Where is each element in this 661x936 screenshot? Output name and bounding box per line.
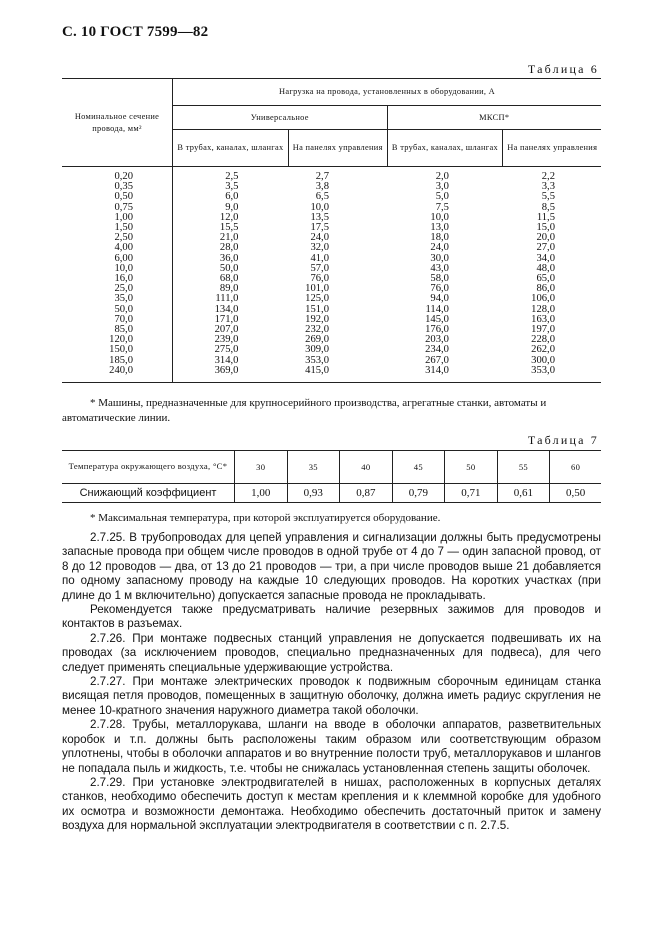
table-cell: 2,2 bbox=[541, 171, 555, 182]
temperature-value: 50 bbox=[445, 451, 498, 484]
mksp-header: МКСП* bbox=[387, 106, 601, 130]
table-cell: 239,0 bbox=[214, 334, 239, 346]
load-table bbox=[62, 78, 601, 383]
table-cell: 50,0 bbox=[219, 262, 239, 274]
table-cell: 267,0 bbox=[425, 354, 449, 366]
table-row bbox=[62, 335, 601, 345]
coefficient-value: 1,00 bbox=[235, 484, 288, 503]
table-row bbox=[62, 192, 601, 202]
table-cell: 0,50 bbox=[62, 192, 173, 202]
table-cell: 3,5 bbox=[225, 181, 239, 193]
table-cell: 17,5 bbox=[310, 222, 329, 234]
table-cell: 314,0 bbox=[214, 354, 239, 366]
table-cell: 70,0 bbox=[62, 315, 173, 325]
table-cell: 76,0 bbox=[310, 273, 329, 285]
table-cell: 111,0 bbox=[215, 293, 239, 305]
table-row bbox=[62, 294, 601, 304]
coefficient-value: 0,50 bbox=[550, 484, 601, 503]
table-cell: 145,0 bbox=[425, 313, 449, 325]
table-row bbox=[62, 315, 601, 325]
table-row bbox=[62, 233, 601, 243]
table-cell: 275,0 bbox=[214, 344, 239, 356]
table-cell: 234,0 bbox=[425, 344, 449, 356]
table-row bbox=[62, 167, 601, 183]
table-cell: 16,0 bbox=[62, 274, 173, 284]
table-row bbox=[62, 264, 601, 274]
table-cell: 262,0 bbox=[531, 344, 555, 356]
table-cell: 228,0 bbox=[531, 334, 555, 346]
table-cell: 309,0 bbox=[305, 344, 329, 356]
table-cell: 1,50 bbox=[62, 223, 173, 233]
table-cell: 5,0 bbox=[435, 191, 449, 203]
table6-caption: Таблица 6 bbox=[527, 62, 599, 76]
table7-caption: Таблица 7 bbox=[527, 433, 599, 447]
load-table-body bbox=[62, 167, 601, 383]
coefficient-value: 0,61 bbox=[497, 484, 550, 503]
table-cell: 86,0 bbox=[536, 283, 555, 295]
table-cell: 85,0 bbox=[62, 325, 173, 335]
temperature-value: 45 bbox=[392, 451, 445, 484]
table-cell: 120,0 bbox=[62, 335, 173, 345]
table-row bbox=[62, 366, 601, 383]
table-cell: 10,0 bbox=[62, 264, 173, 274]
table-cell: 2,0 bbox=[435, 171, 449, 182]
table-cell: 314,0 bbox=[387, 366, 503, 383]
table-cell: 68,0 bbox=[219, 273, 239, 285]
table-cell: 1,00 bbox=[62, 213, 173, 223]
table-row bbox=[62, 254, 601, 264]
table-cell: 20,0 bbox=[536, 232, 555, 244]
coefficient-value: 0,79 bbox=[392, 484, 445, 503]
table-row bbox=[62, 223, 601, 233]
body-text bbox=[62, 531, 601, 834]
coefficient-label: Снижающий коэффициент bbox=[62, 484, 235, 503]
table-cell: 197,0 bbox=[531, 324, 555, 336]
temperature-value: 55 bbox=[497, 451, 550, 484]
table-cell: 150,0 bbox=[62, 345, 173, 355]
table-cell: 207,0 bbox=[214, 324, 239, 336]
table-cell: 269,0 bbox=[305, 334, 329, 346]
table-cell: 3,3 bbox=[541, 181, 555, 193]
table-row bbox=[62, 182, 601, 192]
page-header: С. 10 ГОСТ 7599—82 bbox=[62, 24, 209, 40]
univ-tubes-header: В трубах, каналах, шлангах bbox=[173, 130, 289, 167]
table-cell: 28,0 bbox=[219, 242, 239, 254]
table-cell: 24,0 bbox=[430, 242, 449, 254]
table-cell: 36,0 bbox=[219, 252, 239, 264]
table-cell: 27,0 bbox=[536, 242, 555, 254]
table-cell: 2,5 bbox=[225, 171, 239, 182]
temperature-value: 40 bbox=[340, 451, 393, 484]
table-cell: 176,0 bbox=[425, 324, 449, 336]
table-cell: 76,0 bbox=[430, 283, 449, 295]
table-cell: 41,0 bbox=[310, 252, 329, 264]
table-cell: 65,0 bbox=[536, 273, 555, 285]
table-cell: 48,0 bbox=[536, 262, 555, 274]
table-cell: 125,0 bbox=[305, 293, 329, 305]
table-cell: 6,00 bbox=[62, 254, 173, 264]
mksp-panels-header: На панелях управления bbox=[503, 130, 601, 167]
table-cell: 5,5 bbox=[541, 191, 555, 203]
table-cell: 0,20 bbox=[62, 167, 173, 183]
table-cell: 43,0 bbox=[430, 262, 449, 274]
table-cell: 21,0 bbox=[219, 232, 239, 244]
table-cell: 232,0 bbox=[305, 324, 329, 336]
univ-panels-header: На панелях управления bbox=[288, 130, 387, 167]
coefficient-value: 0,93 bbox=[287, 484, 340, 503]
table-cell: 6,0 bbox=[225, 191, 239, 203]
table-cell: 13,5 bbox=[310, 211, 329, 223]
table-cell: 35,0 bbox=[62, 294, 173, 304]
table-cell: 32,0 bbox=[310, 242, 329, 254]
table-cell: 185,0 bbox=[62, 356, 173, 366]
table-cell: 7,5 bbox=[435, 201, 449, 213]
table-cell: 134,0 bbox=[214, 303, 239, 315]
table-row bbox=[62, 213, 601, 223]
paragraph: 2.7.28. Трубы, металлорукава, шланги на вводе в оболочки аппаратов, разветвительных коробок и т.п. должны быть расположены таким образом или соответствующим образом уплотнены, чтобы в оболочки аппаратов и во внутренние полости труб, металлорукавов и шлангов не попадала пыль и жидкость, т.е. чтобы не снижалась установленная степень защиты оболочек. bbox=[62, 718, 601, 775]
temperature-value: 60 bbox=[550, 451, 601, 484]
table-cell: 300,0 bbox=[531, 354, 555, 366]
table-cell: 2,7 bbox=[315, 171, 329, 182]
table-cell: 114,0 bbox=[425, 303, 449, 315]
table-cell: 0,75 bbox=[62, 203, 173, 213]
paragraph: 2.7.26. При монтаже подвесных станций управления не допускается подвешивать их на проводах (за исключением проводов, специально предназначенных для подвеса), для чего следует применять специальные удерживающие устройства. bbox=[62, 631, 601, 674]
table-cell: 163,0 bbox=[531, 313, 555, 325]
table-cell: 4,00 bbox=[62, 243, 173, 253]
table-cell: 128,0 bbox=[531, 303, 555, 315]
table-cell: 192,0 bbox=[305, 313, 329, 325]
table-cell: 353,0 bbox=[305, 354, 329, 366]
table-cell: 9,0 bbox=[225, 201, 239, 213]
table-cell: 6,5 bbox=[315, 191, 329, 203]
table-cell: 0,35 bbox=[62, 182, 173, 192]
universal-header: Универсальное bbox=[173, 106, 388, 130]
table-cell: 24,0 bbox=[310, 232, 329, 244]
table-cell: 10,0 bbox=[310, 201, 329, 213]
table-row bbox=[62, 345, 601, 355]
table-cell: 203,0 bbox=[425, 334, 449, 346]
table-cell: 369,0 bbox=[173, 366, 289, 383]
temperature-table bbox=[62, 450, 601, 503]
table-cell: 15,5 bbox=[219, 222, 239, 234]
table-cell: 89,0 bbox=[219, 283, 239, 295]
paragraph: Рекомендуется также предусматривать наличие резервных зажимов для проводов и контактов в разъемах. bbox=[62, 603, 601, 631]
table-cell: 101,0 bbox=[305, 283, 329, 295]
table-cell: 57,0 bbox=[310, 262, 329, 274]
table-row bbox=[62, 243, 601, 253]
table-cell: 50,0 bbox=[62, 305, 173, 315]
table-cell: 353,0 bbox=[503, 366, 601, 383]
table-cell: 8,5 bbox=[541, 201, 555, 213]
table6-footnote: * Машины, предназначенные для крупносерийного производства, агрегатные станки, автоматы и автоматические линии. bbox=[62, 397, 547, 424]
table-row bbox=[62, 203, 601, 213]
table-cell: 11,5 bbox=[536, 211, 555, 223]
table-cell: 151,0 bbox=[305, 303, 329, 315]
table-cell: 3,8 bbox=[315, 181, 329, 193]
table-cell: 415,0 bbox=[288, 366, 387, 383]
table-cell: 18,0 bbox=[430, 232, 449, 244]
paragraph: 2.7.25. В трубопроводах для цепей управления и сигнализации должны быть предусмотрены запасные провода при общем числе проводов в одной трубе от 4 до 7 — один запасной провод, от 8 до 12 проводов — два, от 13 до 21 проводов — три, а при числе проводов выше 21 добавляется по одному запасному проводу на каждые 10 следующих проводов. На коротких участках (при длине до 1 м включительно) допускается запасные провода не прокладывать. bbox=[62, 531, 601, 602]
table-cell: 106,0 bbox=[531, 293, 555, 305]
table-cell: 58,0 bbox=[430, 273, 449, 285]
paragraph: 2.7.29. При установке электродвигателей в нишах, расположенных в корпусных деталях станков, необходимо обеспечить доступ к местам крепления и к клеммной коробке для удобного их осмотра и возможности демонтажа. Необходимо обеспечить достаточный приток и замену воздуха для нормальной эксплуатации электродвигателя в соответствии с п. 2.7.5. bbox=[62, 775, 601, 833]
table-cell: 3,0 bbox=[435, 181, 449, 193]
mksp-tubes-header: В трубах, каналах, шлангах bbox=[387, 130, 503, 167]
cross-section-header: Номинальное сечение провода, мм² bbox=[62, 79, 173, 167]
paragraph: 2.7.27. При монтаже электрических проводок к подвижным сборочным единицам станка висящая петля проводов, помещенных в защитную оболочку, должна иметь радиус скругления не менее 10-кратного значения наружного диаметра такой оболочки. bbox=[62, 675, 601, 717]
table-cell: 15,0 bbox=[536, 222, 555, 234]
temperature-value: 30 bbox=[235, 451, 288, 484]
table-row bbox=[62, 356, 601, 366]
table-row bbox=[62, 274, 601, 284]
table-cell: 12,0 bbox=[219, 211, 239, 223]
temperature-value: 35 bbox=[287, 451, 340, 484]
table-cell: 171,0 bbox=[214, 313, 239, 325]
table-cell: 34,0 bbox=[536, 252, 555, 264]
table-cell: 30,0 bbox=[430, 252, 449, 264]
table-row bbox=[62, 325, 601, 335]
coefficient-value: 0,87 bbox=[340, 484, 393, 503]
table-cell: 10,0 bbox=[430, 211, 449, 223]
load-group-header: Нагрузка на провода, установленных в оборудовании, А bbox=[173, 79, 602, 106]
table7-footnote: * Максимальная температура, при которой эксплуатируется оборудование. bbox=[90, 512, 441, 524]
table-cell: 240,0 bbox=[62, 366, 173, 383]
temperature-header: Температура окружающего воздуха, °С* bbox=[62, 451, 235, 484]
table-row bbox=[62, 284, 601, 294]
table-cell: 94,0 bbox=[430, 293, 449, 305]
table-cell: 25,0 bbox=[62, 284, 173, 294]
table-cell: 2,50 bbox=[62, 233, 173, 243]
table-row bbox=[62, 305, 601, 315]
table-cell: 13,0 bbox=[430, 222, 449, 234]
coefficient-value: 0,71 bbox=[445, 484, 498, 503]
